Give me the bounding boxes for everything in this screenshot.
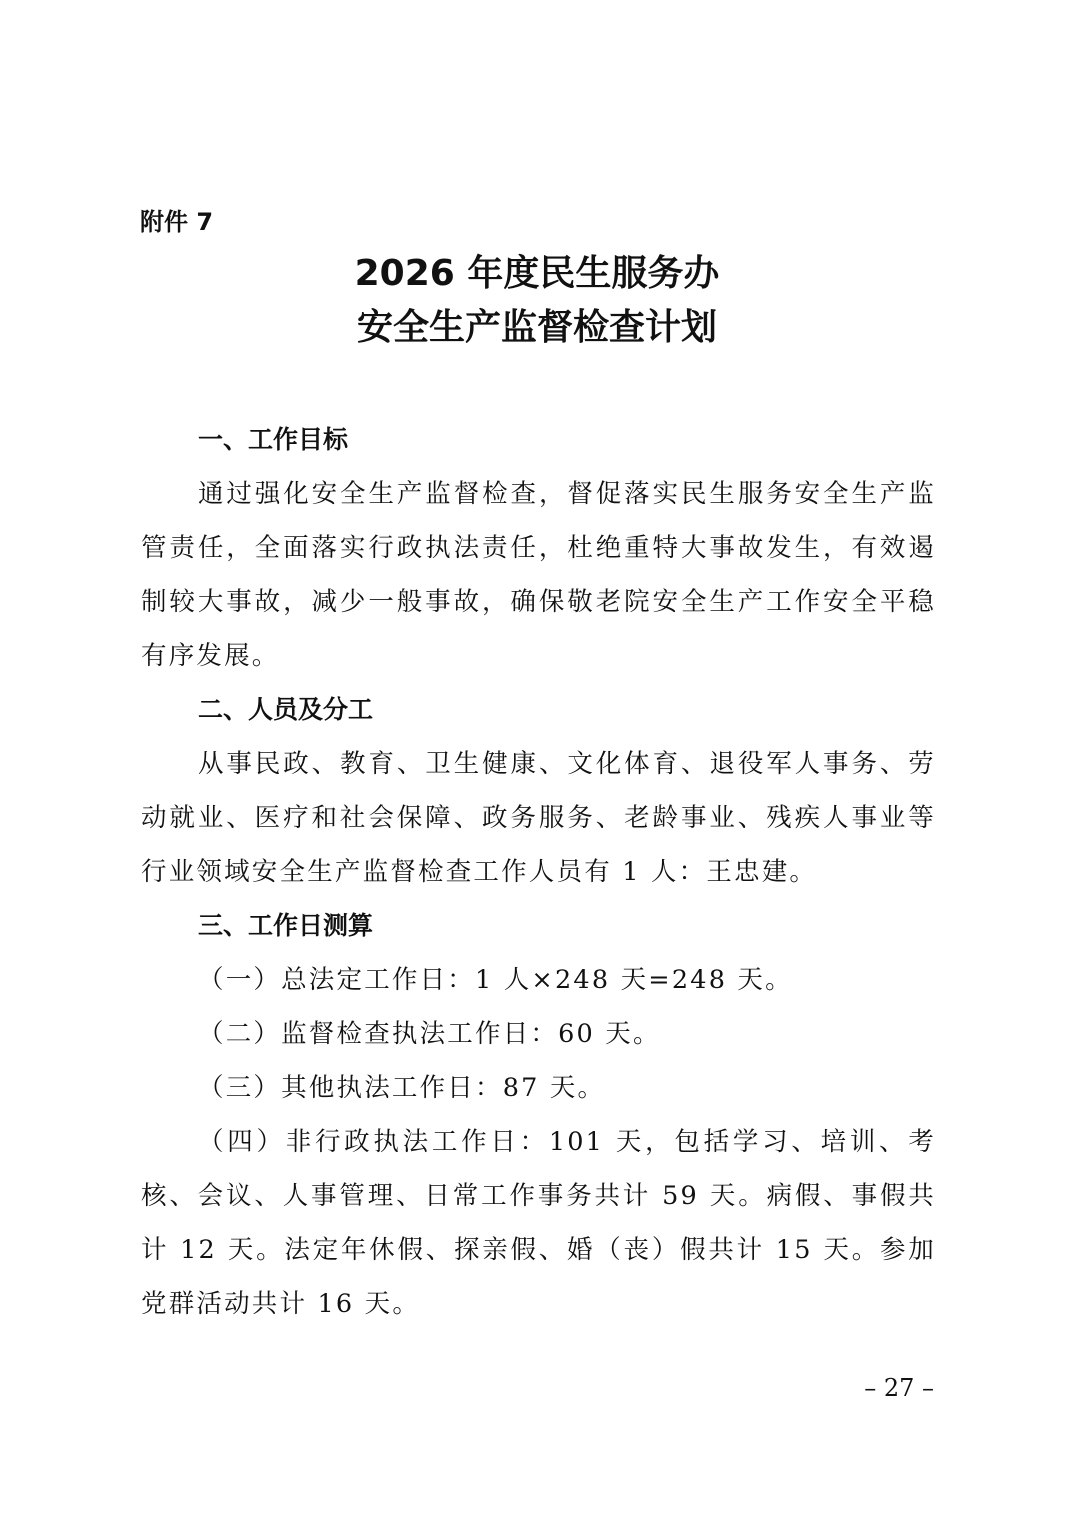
workday-item-non-enforcement: （四）非行政执法工作日：101 天，包括学习、培训、考核、会议、人事管理、日常工作事务共计 59 天。病假、事假共计 12 天。法定年休假、探亲假、婚（丧）假共计 15 天。参加党群活动共计 16 天。 xyxy=(141,1127,936,1319)
workday-item-other-enforcement: （三）其他执法工作日：87 天。 xyxy=(198,1073,606,1103)
attachment-label: 附件 7 xyxy=(140,208,214,236)
document-body xyxy=(141,413,936,1331)
section-heading-work-goal: 一、工作目标 xyxy=(198,425,349,454)
document-title-line-2: 安全生产监督检查计划 xyxy=(356,307,717,348)
document-title-line-1: 2026 年度民生服务办 xyxy=(354,253,720,294)
workday-item-inspection: （二）监督检查执法工作日：60 天。 xyxy=(198,1019,661,1049)
section-paragraph-work-goal: 通过强化安全生产监督检查，督促落实民生服务安全生产监管责任，全面落实行政执法责任，杜绝重特大事故发生，有效遏制较大事故，减少一般事故，确保敬老院安全生产工作安全平稳有序发展。 xyxy=(141,479,936,671)
section-heading-staff-division: 二、人员及分工 xyxy=(198,695,374,724)
page-number: – 27 – xyxy=(864,1374,934,1402)
section-paragraph-staff-division: 从事民政、教育、卫生健康、文化体育、退役军人事务、劳动就业、医疗和社会保障、政务服务、老龄事业、残疾人事业等行业领域安全生产监督检查工作人员有 1 人：王忠建。 xyxy=(141,749,936,887)
section-heading-workday-calculation: 三、工作日测算 xyxy=(198,911,374,940)
workday-item-total: （一）总法定工作日：1 人×248 天=248 天。 xyxy=(198,965,793,995)
